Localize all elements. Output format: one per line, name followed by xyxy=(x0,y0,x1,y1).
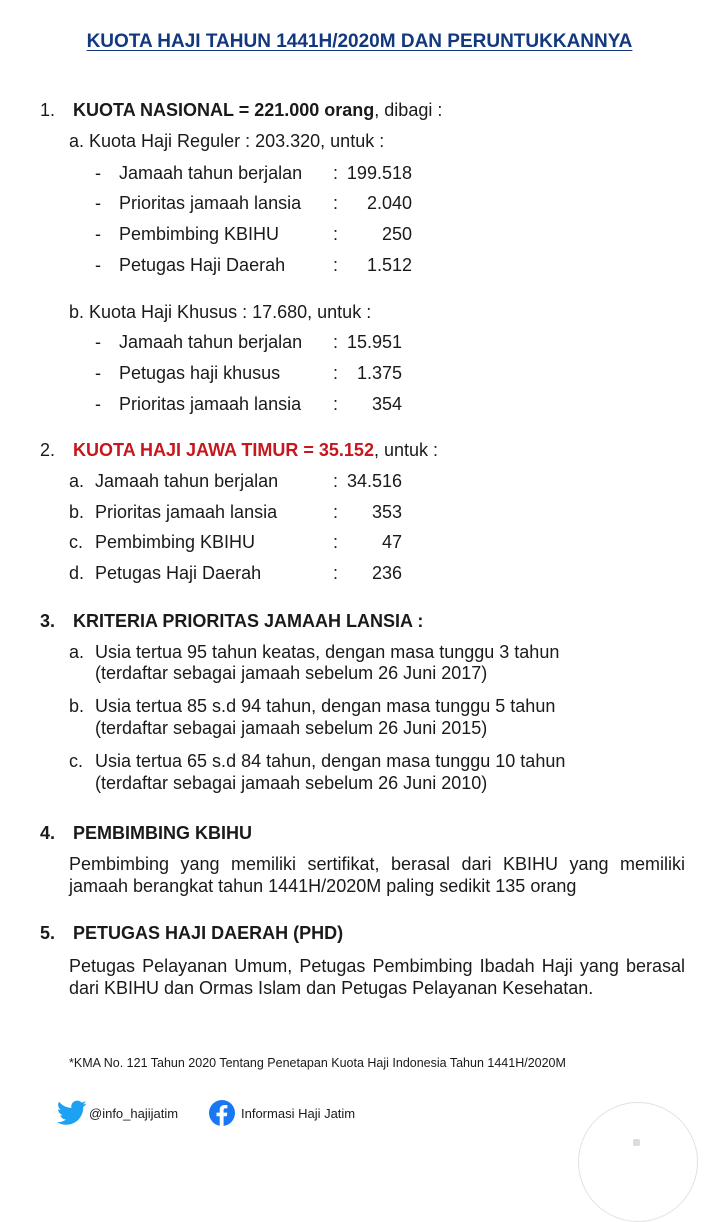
item-colon: : xyxy=(333,563,339,583)
item-letter: a. xyxy=(69,642,85,662)
criteria-line: Usia tertua 65 s.d 84 tahun, dengan masa tunggu 10 tahun xyxy=(95,751,566,771)
section-number: 1. xyxy=(40,100,56,120)
item-value: 1.375 xyxy=(356,363,402,383)
facebook-page[interactable] xyxy=(208,1099,355,1127)
bullet-dash: - xyxy=(95,193,101,213)
bullet-dash: - xyxy=(95,363,101,383)
item-label: Jamaah tahun berjalan xyxy=(95,471,279,491)
footnote: *KMA No. 121 Tahun 2020 Tentang Penetapan Kuota Haji Indonesia Tahun 1441H/2020M xyxy=(69,1056,566,1070)
item-label: Petugas Haji Daerah xyxy=(95,563,262,583)
item-value: 236 xyxy=(371,563,402,583)
section-1-heading xyxy=(40,100,442,121)
twitter-icon xyxy=(57,1100,87,1126)
item-label: Petugas Haji Daerah xyxy=(119,255,286,275)
item-letter: c. xyxy=(69,532,84,552)
item-value: 1.512 xyxy=(366,255,412,275)
item-label: Jamaah tahun berjalan xyxy=(119,332,303,352)
item-colon: : xyxy=(333,471,339,491)
item-value: 15.951 xyxy=(346,332,402,352)
section-1-suffix: , dibagi : xyxy=(374,100,443,120)
east-java-quota-label: KUOTA HAJI JAWA TIMUR = 35.152 xyxy=(73,440,374,460)
item-letter: b. xyxy=(69,502,85,522)
bullet-dash: - xyxy=(95,394,101,414)
twitter-handle-text: @info_hajijatim xyxy=(89,1105,179,1121)
special-quota-header: b. Kuota Haji Khusus : 17.680, untuk : xyxy=(69,302,372,322)
item-colon: : xyxy=(333,394,339,414)
twitter-handle[interactable] xyxy=(57,1100,178,1126)
item-letter: c. xyxy=(69,751,84,771)
kbihu-heading: PEMBIMBING KBIHU xyxy=(73,823,253,843)
section-4-heading xyxy=(40,823,252,844)
item-label: Petugas haji khusus xyxy=(119,363,281,383)
item-value: 34.516 xyxy=(346,471,402,491)
facebook-icon xyxy=(208,1099,236,1127)
item-colon: : xyxy=(333,332,339,352)
item-colon: : xyxy=(333,163,339,183)
criteria-note: (terdaftar sebagai jamaah sebelum 26 Juni 2015) xyxy=(95,718,488,738)
item-label: Jamaah tahun berjalan xyxy=(119,163,303,183)
item-value: 199.518 xyxy=(346,163,412,183)
corner-dot xyxy=(633,1139,640,1146)
item-letter: b. xyxy=(69,696,85,716)
item-colon: : xyxy=(333,255,339,275)
section-number: 2. xyxy=(40,440,56,460)
item-value: 47 xyxy=(381,532,402,552)
item-value: 353 xyxy=(371,502,402,522)
criteria-note: (terdaftar sebagai jamaah sebelum 26 Juni 2010) xyxy=(95,773,488,793)
phd-description xyxy=(69,955,685,999)
item-colon: : xyxy=(333,532,339,552)
item-value: 354 xyxy=(371,394,402,414)
section-5-heading xyxy=(40,923,343,944)
phd-heading: PETUGAS HAJI DAERAH (PHD) xyxy=(73,923,344,943)
phd-body: Petugas Pelayanan Umum, Petugas Pembimbing Ibadah Haji yang berasal dari KBIHU dan Ormas Islam dan Petugas Pelayanan Kesehatan. xyxy=(69,956,685,998)
item-value: 250 xyxy=(381,224,412,244)
item-label: Prioritas jamaah lansia xyxy=(119,193,302,213)
item-label: Pembimbing KBIHU xyxy=(119,224,280,244)
criteria-line: Usia tertua 85 s.d 94 tahun, dengan masa tunggu 5 tahun xyxy=(95,696,556,716)
page-title: KUOTA HAJI TAHUN 1441H/2020M DAN PERUNTUKKANNYA xyxy=(86,31,633,52)
item-value: 2.040 xyxy=(366,193,412,213)
item-colon: : xyxy=(333,193,339,213)
corner-decoration xyxy=(578,1102,698,1222)
kbihu-body: Pembimbing yang memiliki sertifikat, berasal dari KBIHU yang memiliki jamaah berangkat tahun 1441H/2020M paling sedikit 135 orang xyxy=(69,854,685,896)
bullet-dash: - xyxy=(95,163,101,183)
facebook-page-text: Informasi Haji Jatim xyxy=(241,1105,356,1121)
criteria-note: (terdaftar sebagai jamaah sebelum 26 Juni 2017) xyxy=(95,663,488,683)
section-number: 4. xyxy=(40,823,56,843)
kbihu-description xyxy=(69,853,685,897)
regular-quota-header: a. Kuota Haji Reguler : 203.320, untuk : xyxy=(69,131,385,151)
bullet-dash: - xyxy=(95,332,101,352)
item-label: Prioritas jamaah lansia xyxy=(119,394,302,414)
criteria-line: Usia tertua 95 tahun keatas, dengan masa tunggu 3 tahun xyxy=(95,642,560,662)
section-2-heading xyxy=(40,440,438,461)
elderly-criteria-heading: KRITERIA PRIORITAS JAMAAH LANSIA : xyxy=(73,611,424,631)
section-3-heading xyxy=(40,611,423,632)
item-letter: d. xyxy=(69,563,85,583)
section-number: 5. xyxy=(40,923,56,943)
item-label: Prioritas jamaah lansia xyxy=(95,502,278,522)
item-colon: : xyxy=(333,363,339,383)
item-colon: : xyxy=(333,224,339,244)
item-label: Pembimbing KBIHU xyxy=(95,532,256,552)
bullet-dash: - xyxy=(95,224,101,244)
section-number: 3. xyxy=(40,611,56,631)
national-quota-label: KUOTA NASIONAL = 221.000 orang xyxy=(73,100,375,120)
item-letter: a. xyxy=(69,471,85,491)
section-2-suffix: , untuk : xyxy=(373,440,438,460)
bullet-dash: - xyxy=(95,255,101,275)
item-colon: : xyxy=(333,502,339,522)
